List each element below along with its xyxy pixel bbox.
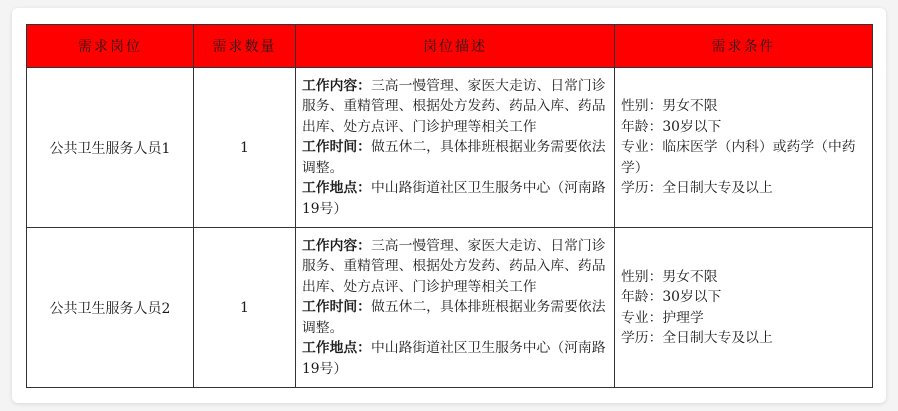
- condition-age: 年龄：30岁以下: [621, 118, 722, 135]
- requirements-table: [26, 24, 873, 388]
- place-label: 工作地点：: [302, 180, 371, 197]
- table-row: [27, 68, 873, 228]
- post-name: 公共卫生服务人员2: [27, 228, 194, 388]
- post-conditions: [615, 228, 873, 388]
- condition-gender: 性别：男女不限: [621, 268, 718, 285]
- header-count: 需求数量: [194, 25, 296, 68]
- table-header-row: [27, 25, 873, 68]
- condition-major: 专业：护理学: [621, 309, 704, 326]
- table-card: [12, 8, 886, 403]
- condition-gender: 性别：男女不限: [621, 98, 718, 115]
- post-description: [296, 68, 615, 228]
- condition-education: 学历：全日制大专及以上: [621, 330, 773, 346]
- table-row: [27, 228, 873, 388]
- header-conditions: 需求条件: [615, 25, 873, 68]
- post-count: 1: [194, 68, 296, 228]
- condition-education: 学历：全日制大专及以上: [621, 180, 773, 197]
- content-text: 三高一慢管理、家医大走访、日常门诊服务、重精管理、根据处方发药、药品入库、药品出库、处方点评、门诊护理等相关工作: [302, 237, 606, 295]
- post-conditions: [615, 68, 873, 228]
- post-description: [296, 228, 615, 388]
- place-text: 中山路街道社区卫生服务中心（河南路19号）: [302, 180, 606, 217]
- post-name: 公共卫生服务人员1: [27, 68, 194, 228]
- time-text: 做五休二，具体排班根据业务需要依法调整。: [302, 139, 606, 176]
- time-text: 做五休二，具体排班根据业务需要依法调整。: [302, 299, 606, 336]
- time-label: 工作时间：: [302, 139, 371, 156]
- header-description: 岗位描述: [296, 25, 615, 68]
- header-post: 需求岗位: [27, 25, 194, 68]
- post-count: 1: [194, 228, 296, 388]
- content-label: 工作内容：: [302, 237, 371, 254]
- condition-major: 专业：临床医学（内科）或药学（中药学）: [621, 139, 856, 176]
- time-label: 工作时间：: [302, 299, 371, 316]
- content-label: 工作内容：: [302, 77, 371, 94]
- place-text: 中山路街道社区卫生服务中心（河南路19号）: [302, 340, 606, 377]
- place-label: 工作地点：: [302, 340, 371, 357]
- condition-age: 年龄：30岁以下: [621, 289, 722, 305]
- content-text: 三高一慢管理、家医大走访、日常门诊服务、重精管理、根据处方发药、药品入库、药品出库、处方点评、门诊护理等相关工作: [302, 77, 606, 135]
